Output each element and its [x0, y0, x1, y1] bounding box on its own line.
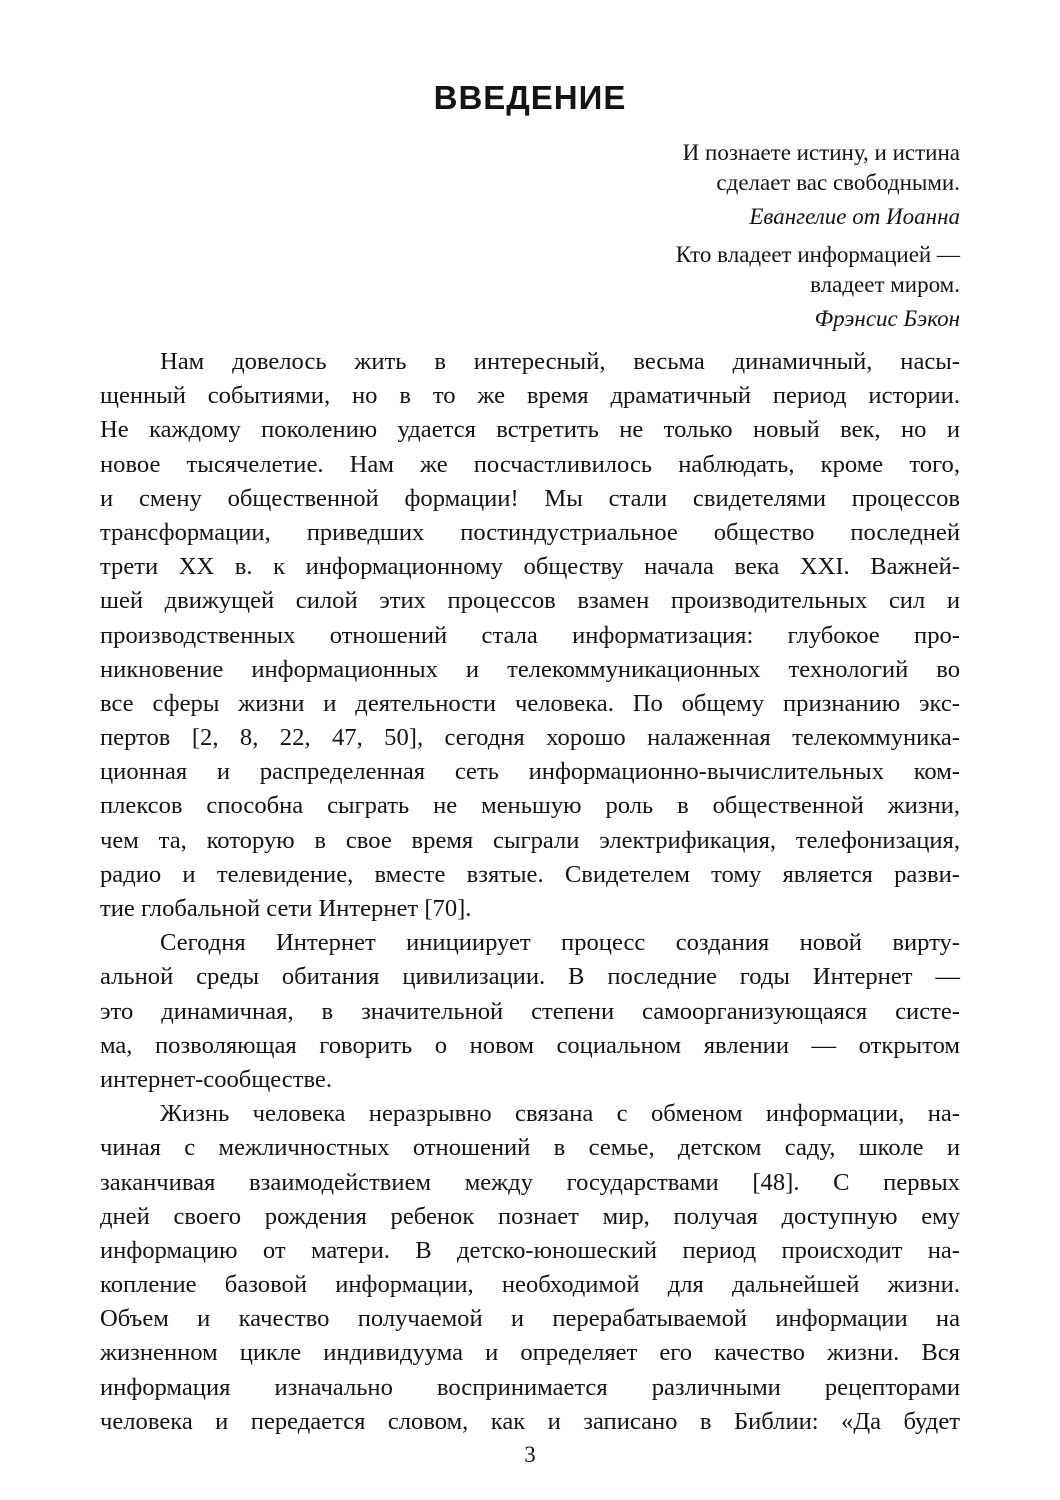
- text-line: тие глобальной сети Интернет [70].: [100, 895, 472, 922]
- text-line: дней своего рождения ребенок познает мир, получая доступную ему: [100, 1202, 960, 1230]
- text-line: информация изначально воспринимается различными рецепторами: [100, 1373, 960, 1401]
- text-line: Нам довелось жить в интересный, весьма динамичный, насы-: [160, 348, 960, 375]
- text-line: трети XX в. к информационному обществу начала века XXI. Важней-: [100, 553, 960, 581]
- epigraph-author: Фрэнсис Бэкон: [814, 306, 960, 331]
- epigraph: [500, 138, 960, 232]
- paragraph: [100, 1097, 960, 1439]
- text-line: трансформации, приведших постиндустриальное общество последней: [100, 518, 960, 546]
- text-line: альной среды обитания цивилизации. В последние годы Интернет —: [100, 963, 960, 991]
- text-line: Жизнь человека неразрывно связана с обменом информации, на-: [160, 1100, 960, 1128]
- text-line: пертов [2, 8, 22, 47, 50], сегодня хорошо налаженная телекоммуника-: [100, 724, 960, 752]
- paragraph: [100, 345, 960, 926]
- text-line: производственных отношений стала информатизация: глубокое про-: [100, 621, 960, 649]
- text-line: никновение информационных и телекоммуникационных технологий во: [100, 655, 960, 683]
- text-line: Объем и качество получаемой и перерабатываемой информации на: [100, 1305, 960, 1333]
- text-line: ма, позволяющая говорить о новом социальном явлении — открытом: [100, 1031, 960, 1059]
- text-line: копление базовой информации, необходимой для дальнейшей жизни.: [100, 1271, 960, 1299]
- body-text: [100, 345, 960, 1439]
- epigraph-line: Кто владеет информацией —: [675, 242, 960, 267]
- text-line: все сферы жизни и деятельности человека. По общему признанию экс-: [100, 689, 960, 717]
- text-line: чем та, которую в свое время сыграли электрификация, телефонизация,: [100, 826, 960, 854]
- epigraph-line: И познаете истину, и истина: [682, 140, 960, 165]
- chapter-heading: ВВЕДЕНИЕ: [433, 79, 627, 116]
- epigraph-line: сделает вас свободными.: [716, 170, 960, 195]
- page-number: 3: [524, 1442, 536, 1467]
- text-line: шей движущей силой этих процессов взамен производительных сил и: [100, 587, 960, 615]
- text-line: жизненном цикле индивидуума и определяет его качество жизни. Вся: [100, 1339, 960, 1367]
- text-line: интернет-сообществе.: [100, 1065, 332, 1093]
- text-line: плексов способна сыграть не меньшую роль в общественной жизни,: [100, 792, 960, 820]
- text-line: это динамичная, в значительной степени самоорганизующаяся систе-: [100, 997, 960, 1025]
- epigraph: [500, 240, 960, 334]
- text-line: чиная с межличностных отношений в семье, детском саду, школе и: [100, 1134, 960, 1162]
- text-line: Не каждому поколению удается встретить не только новый век, но и: [100, 416, 960, 444]
- paragraph: [100, 926, 960, 1097]
- text-line: новое тысячелетие. Нам же посчастливилось наблюдать, кроме того,: [100, 450, 960, 478]
- text-line: радио и телевидение, вместе взятые. Свидетелем тому является разви-: [100, 860, 960, 888]
- text-line: заканчивая взаимодействием между государствами [48]. С первых: [100, 1168, 960, 1196]
- epigraph-author: Евангелие от Иоанна: [749, 204, 960, 229]
- text-line: щенный событиями, но в то же время драматичный период истории.: [100, 382, 960, 410]
- text-line: Сегодня Интернет инициирует процесс создания новой вирту-: [160, 929, 960, 957]
- text-line: и смену общественной формации! Мы стали свидетелями процессов: [100, 484, 960, 512]
- text-line: человека и передается словом, как и записано в Библии: «Да будет: [100, 1407, 960, 1435]
- epigraphs: [500, 138, 960, 334]
- text-line: ционная и распределенная сеть информационно-вычислительных ком-: [100, 758, 960, 786]
- text-line: информацию от матери. В детско-юношеский период происходит на-: [100, 1236, 960, 1264]
- epigraph-line: владеет миром.: [810, 272, 960, 297]
